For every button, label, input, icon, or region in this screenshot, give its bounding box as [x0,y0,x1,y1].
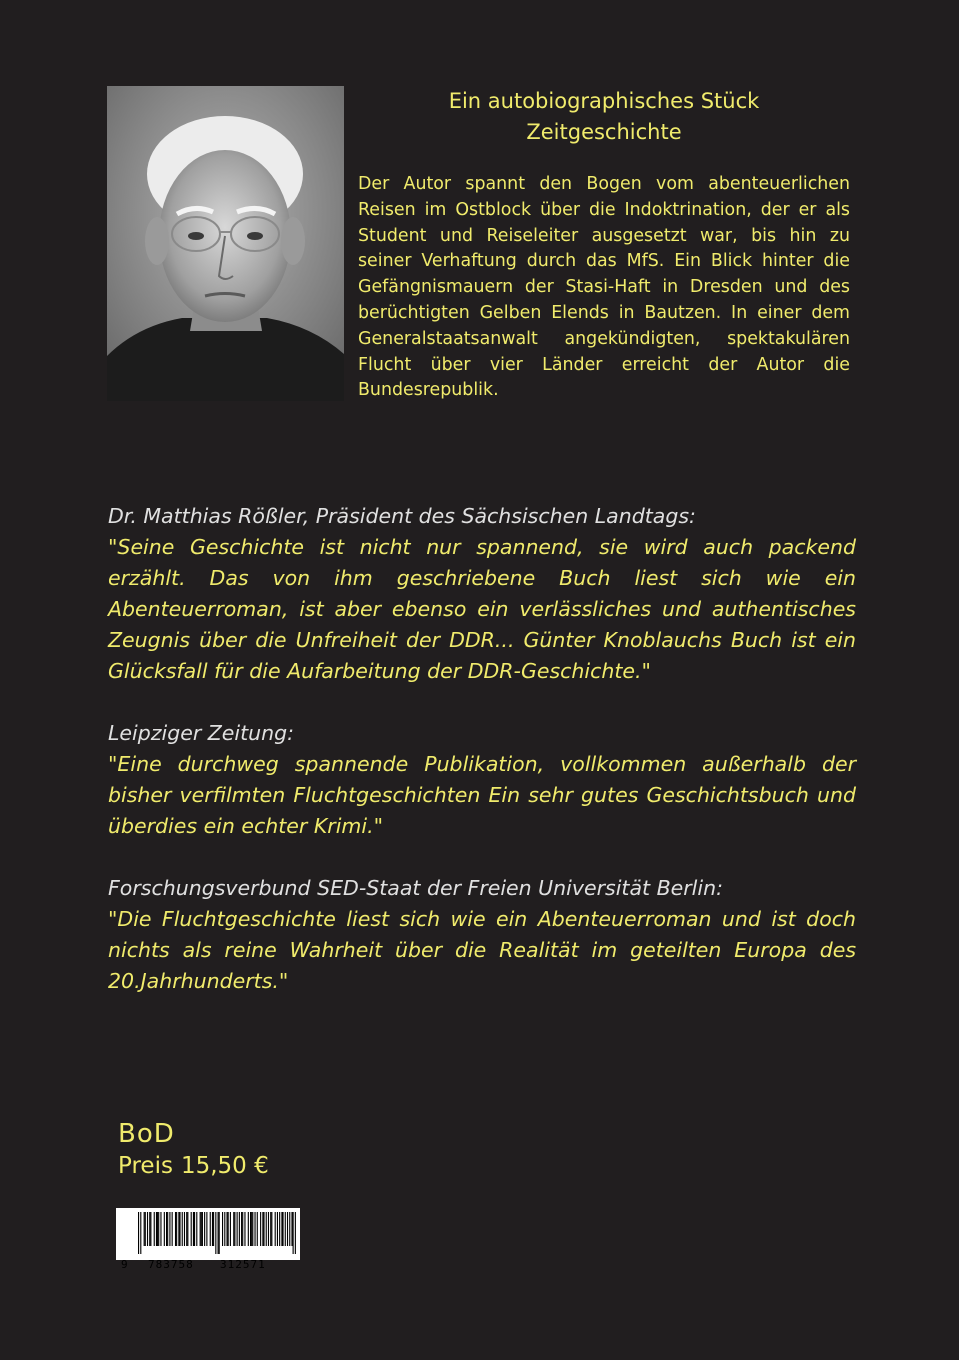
barcode-bar [257,1212,258,1246]
isbn-first-digit: 9 [121,1258,128,1271]
headline-line-1: Ein autobiographisches Stück [448,89,760,113]
barcode-bar [210,1212,211,1246]
quote-source: Dr. Matthias Rößler, Präsident des Sächsischen Landtags: [108,504,696,528]
barcode-bar [293,1212,294,1254]
price-label: Preis [118,1153,173,1179]
barcode-bar [191,1212,192,1246]
isbn-right-group: 312571 [220,1258,266,1271]
quote-text: "Seine Geschichte ist nicht nur spannend, sie wird auch packend erzählt. Das von ihm geschriebene Buch liest sich wie ein Abenteuerroman, ist aber ebenso ein verlässliches und authentisches Zeugnis über die Unfreiheit der DDR... Günter Knoblauchs Buch ist ein Glücksfall für die Aufarbeitung der DDR-Geschichte." [108,535,856,683]
barcode-bar [167,1212,168,1246]
barcode-bar [145,1212,146,1246]
book-blurb: Der Autor spannt den Bogen vom abenteuerlichen Reisen im Ostblock über die Indoktrination, der er als Student und Reiseleiter ausgesetzt war, bis hin zu seiner Verhaftung durch das MfS. Ein Blick hinter die Gefängnismauern der Stasi-Haft in Dresden und des berüchtigten Gelben Elends in Bautzen. In einer dem Generalstaatsanwalt angekündigten, spektakulären Flucht über vier Länder erreicht der Autor die Bundesrepublik. [358,174,850,401]
barcode-bar [275,1212,276,1246]
barcode-bar [218,1212,219,1254]
barcode-bar [160,1212,161,1246]
barcode-bar [252,1212,253,1246]
quote-text: "Eine durchweg spannende Publikation, vollkommen außerhalb der bisher verfilmten Fluchtgeschichten Ein sehr gutes Geschichtsbuch und überdies ein echter Krimi." [108,752,856,838]
barcode-bar [138,1212,139,1254]
barcode-bar [234,1212,235,1246]
barcode-bar [242,1212,243,1246]
barcode-bar [201,1212,202,1246]
headline-line-2: Zeitgeschichte [526,120,682,144]
barcode-bar [291,1212,292,1246]
price-value: 15,50 € [180,1153,269,1179]
barcode-bar [200,1212,201,1246]
publisher-logo: BoD [118,1119,175,1149]
barcode-bar [213,1212,214,1246]
barcode-bar [140,1212,141,1254]
barcode-bar [251,1212,252,1246]
barcode-bar [281,1212,282,1246]
barcode-bar [166,1212,167,1246]
barcode-bar [244,1212,245,1246]
barcode-bar [206,1212,207,1246]
barcode-bar [230,1212,231,1246]
barcode-bar [263,1212,264,1246]
barcode-bar [157,1212,158,1246]
barcode-bar [237,1212,238,1246]
barcode-bar [202,1212,203,1246]
barcode-bar [175,1212,176,1246]
barcode-bar [226,1212,227,1246]
barcode-bar [222,1212,223,1246]
barcode-bar [194,1212,195,1246]
barcode-bar [147,1212,148,1246]
barcode-bar [149,1212,150,1246]
barcode-bar [262,1212,263,1246]
barcode-bar [144,1212,145,1246]
barcode-bar [184,1212,185,1246]
barcode-bar [285,1212,286,1246]
barcode-bar [187,1212,188,1246]
barcode-bar [179,1212,180,1246]
barcode-bar [204,1212,205,1246]
barcode-bar [186,1212,187,1246]
barcode-bar [196,1212,197,1246]
barcode-bar [193,1212,194,1246]
barcode-bar [254,1212,255,1246]
barcode-bar [248,1212,249,1246]
barcode-bar [215,1212,216,1254]
barcode-bar [154,1212,155,1246]
barcode-bar [250,1212,251,1246]
barcode-bar [219,1212,220,1254]
barcode-bar [289,1212,290,1246]
quote-block-leipziger-zeitung [108,718,856,842]
barcode-bar [239,1212,240,1246]
author-photo [107,86,344,401]
barcode-bar [176,1212,177,1246]
price [118,1153,269,1179]
barcode-bar [169,1212,170,1246]
headline [358,86,850,148]
isbn-barcode [116,1208,300,1271]
quote-text: "Die Fluchtgeschichte liest sich wie ein Abenteuerroman und ist doch nichts als reine Wahrheit über die Realität im geteilten Europa des 20.Jahrhunderts." [108,907,856,993]
author-portrait-illustration [107,86,344,401]
barcode-bar [150,1212,151,1246]
barcode-bar [287,1212,288,1246]
quote-source: Forschungsverbund SED-Staat der Freien Universität Berlin: [108,876,723,900]
quote-block-forschungsverbund [108,873,856,997]
barcode-bar [172,1212,173,1246]
barcode-bar [224,1212,225,1246]
quote-source: Leipziger Zeitung: [108,721,295,745]
barcode-bar [241,1212,242,1246]
barcode-bar [158,1212,159,1246]
isbn-left-group: 783758 [148,1258,194,1271]
barcode-bar [268,1212,269,1246]
barcode-bars [116,1208,300,1260]
barcode-bar [212,1212,213,1246]
barcode-bar [266,1212,267,1246]
barcode-bar [282,1212,283,1246]
barcode-bar [156,1212,157,1246]
barcode-bar [182,1212,183,1246]
barcode-bar [260,1212,261,1246]
barcode-bar [295,1212,296,1254]
barcode-bar [178,1212,179,1246]
barcode-bar [233,1212,234,1246]
quote-block-roessler [108,501,856,687]
barcode-bar [164,1212,165,1246]
barcode-bar [271,1212,272,1246]
barcode-bar [270,1212,271,1246]
barcode-bar [228,1212,229,1246]
barcode-bar [279,1212,280,1246]
barcode-bar [277,1212,278,1246]
